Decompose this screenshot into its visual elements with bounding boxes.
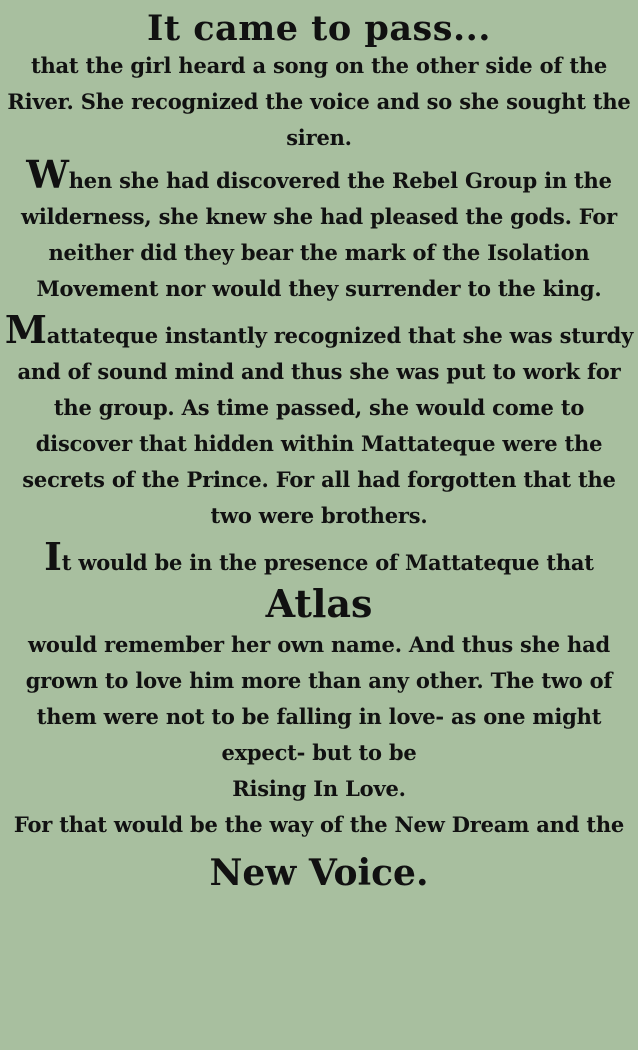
final-phrase: New Voice. bbox=[209, 852, 429, 894]
paragraph-3-dropcap: M bbox=[4, 307, 47, 352]
paragraph-4 bbox=[4, 534, 634, 581]
paragraph-2-dropcap: W bbox=[26, 152, 69, 197]
paragraph-4-text: t would be in the presence of Mattateque that bbox=[61, 550, 594, 575]
atlas-heading: Atlas bbox=[265, 581, 373, 626]
paragraph-2 bbox=[4, 152, 634, 307]
paragraph-5: would remember her own name. And thus she had grown to love him more than any other. The two of them were not to be falling in love- as one might expect- but to be bbox=[25, 632, 613, 765]
page-title: It came to pass... bbox=[146, 8, 491, 49]
paragraph-3 bbox=[4, 307, 634, 534]
paragraph-3-text: attateque instantly recognized that she was sturdy and of sound mind and thus she was put to work for the group. As time passed, she would come to discover that hidden within Mattateque were the secrets of the Prince. For all had forgotten that the two were brothers. bbox=[17, 323, 634, 528]
rising-in-love: Rising In Love. bbox=[232, 776, 406, 801]
paragraph-6: For that would be the way of the New Dream and the bbox=[13, 812, 625, 837]
paragraph-4-dropcap: I bbox=[44, 534, 62, 579]
paragraph-1: that the girl heard a song on the other side of the River. She recognized the voice and so she sought the siren. bbox=[7, 53, 631, 150]
paragraph-2-text: hen she had discovered the Rebel Group in the wilderness, she knew she had pleased the gods. For neither did they bear the mark of the Isolation Movement nor would they surrender to the king. bbox=[20, 168, 618, 301]
